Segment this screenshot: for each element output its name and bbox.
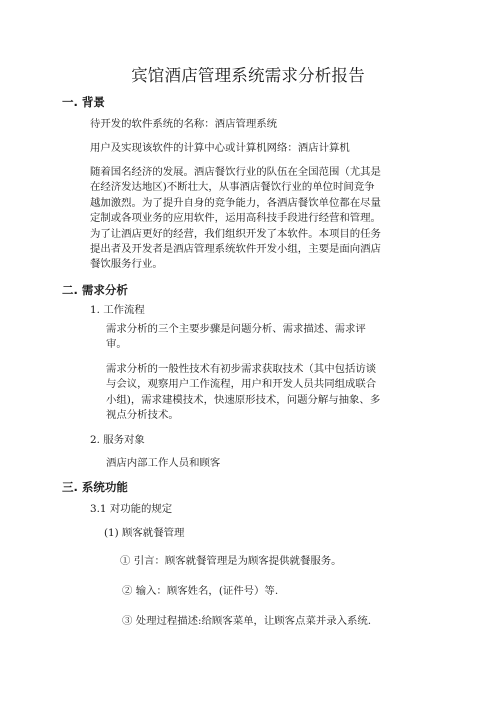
list-item-service-target: 2. 服务对象 <box>90 434 145 446</box>
section-heading-background: 一. 背景 <box>62 95 105 109</box>
section-heading-functions: 三. 系统功能 <box>62 480 128 494</box>
text-line: 提出者及开发者是酒店管理系统软件开发小组，主要是面向酒店 <box>90 243 381 256</box>
text-line: 越加激烈。为了提升自身的竞争能力，各酒店餐饮单位都在尽量 <box>90 196 381 209</box>
list-item-workflow: 1. 工作流程 <box>90 304 145 316</box>
text-line: 在经济发达地区)不断壮大，从事酒店餐饮行业的单位时间竞争 <box>90 181 375 194</box>
paragraph-system-name: 待开发的软件系统的名称：酒店管理系统 <box>90 118 278 130</box>
paragraph-techniques <box>106 362 422 424</box>
text-line: 与会议，观察用户工作流程，用户和开发人员共同组成联合 <box>106 378 377 391</box>
subsection-dining-management: (1) 顾客就餐管理 <box>104 527 185 539</box>
section-heading-requirements: 二. 需求分析 <box>62 283 128 297</box>
text-line: 需求分析的一般性技术有初步需求获取技术（其中包括访谈 <box>106 363 377 375</box>
document-title: 宾馆酒店管理系统需求分析报告 <box>131 66 365 85</box>
subsection-function-spec: 3.1 对功能的规定 <box>90 503 173 515</box>
list-item-process: ③ 处理过程描述:给顾客菜单，让顾客点菜并录入系统. <box>122 615 372 627</box>
text-line: 为了让酒店更好的经营，我们组织开发了本软件。本项目的任务 <box>90 227 381 240</box>
paragraph-background <box>90 165 408 273</box>
text-line: 定制或各项业务的应用软件，运用高科技手段进行经营和管理。 <box>90 212 381 225</box>
list-item-input: ② 输入：顾客姓名，(证件号）等. <box>122 585 279 597</box>
paragraph-users: 用户及实现该软件的计算中心或计算机网络：酒店计算机 <box>90 142 350 154</box>
text-line: 审。 <box>106 338 127 351</box>
text-line: 需求分析的三个主要步骤是问题分析、需求描述、需求评 <box>106 323 366 335</box>
text-line: 随着国名经济的发展。酒店餐饮行业的队伍在全国范围（尤其是 <box>90 166 381 178</box>
text-line: 餐饮服务行业。 <box>90 258 163 271</box>
text-line: 视点分析技术。 <box>106 409 179 422</box>
text-line: 小组)，需求建模技术，快速原形技术，问题分解与抽象、多 <box>106 393 381 406</box>
list-item-introduction: ① 引言：顾客就餐管理是为顾客提供就餐服务。 <box>120 555 342 567</box>
paragraph-steps <box>106 322 422 353</box>
paragraph-service-target: 酒店内部工作人员和顾客 <box>106 457 221 469</box>
